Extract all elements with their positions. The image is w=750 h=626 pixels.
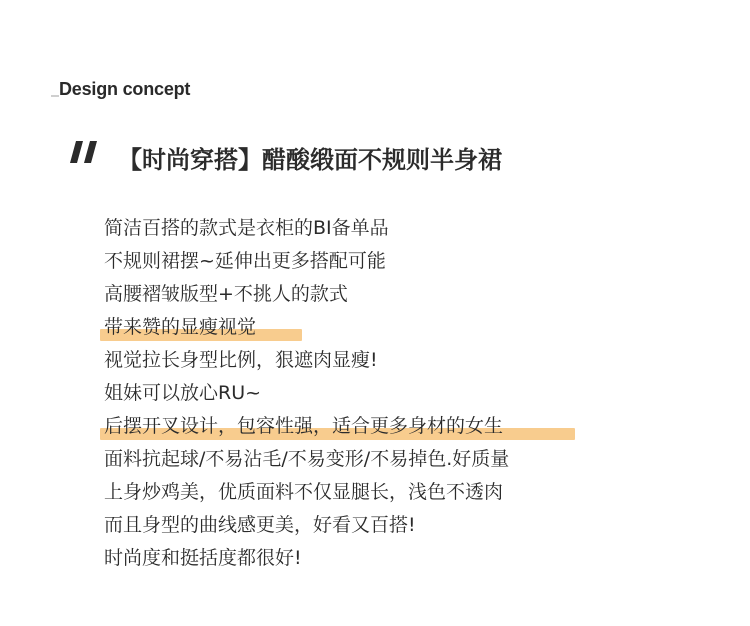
- double-quote-icon: [70, 137, 98, 167]
- section-label: [51, 78, 190, 100]
- description-line-text: 上身炒鸡美，优质面料不仅显腿长，浅色不透肉: [104, 481, 504, 503]
- description-line-text: 视觉拉长身型比例，狠遮肉显瘦!: [104, 349, 378, 371]
- label-tick-decoration: [51, 95, 59, 97]
- description-line-text: 姐妹可以放心RU~: [104, 382, 262, 404]
- description-line-text: 简洁百搭的款式是衣柜的BI备单品: [104, 217, 389, 239]
- description-line: [104, 509, 509, 542]
- page-title: 【时尚穿搭】醋酸缎面不规则半身裙: [118, 146, 502, 174]
- description-line: [104, 245, 509, 278]
- description-line-text: 面料抗起球/不易沾毛/不易变形/不易掉色.好质量: [104, 448, 510, 470]
- description-line-text: 带来赞的显瘦视觉: [104, 316, 257, 338]
- description-line-text: 高腰褶皱版型+不挑人的款式: [104, 283, 348, 305]
- description-line: [104, 344, 509, 377]
- description-list: [104, 212, 509, 575]
- description-line-text: 后摆开叉设计，包容性强，适合更多身材的女生: [104, 415, 504, 437]
- description-line: [104, 542, 509, 575]
- description-line-text: 不规则裙摆~延伸出更多搭配可能: [104, 250, 386, 272]
- description-line-highlighted: [104, 410, 509, 443]
- description-line: [104, 278, 509, 311]
- description-line: [104, 212, 509, 245]
- description-line: [104, 443, 509, 476]
- description-line-text: 而且身型的曲线感更美，好看又百搭!: [104, 514, 416, 536]
- section-label-text: Design concept: [59, 79, 191, 99]
- description-line: [104, 377, 509, 410]
- description-line-highlighted: [104, 311, 509, 344]
- description-line-text: 时尚度和挺括度都很好!: [104, 547, 302, 569]
- description-line: [104, 476, 509, 509]
